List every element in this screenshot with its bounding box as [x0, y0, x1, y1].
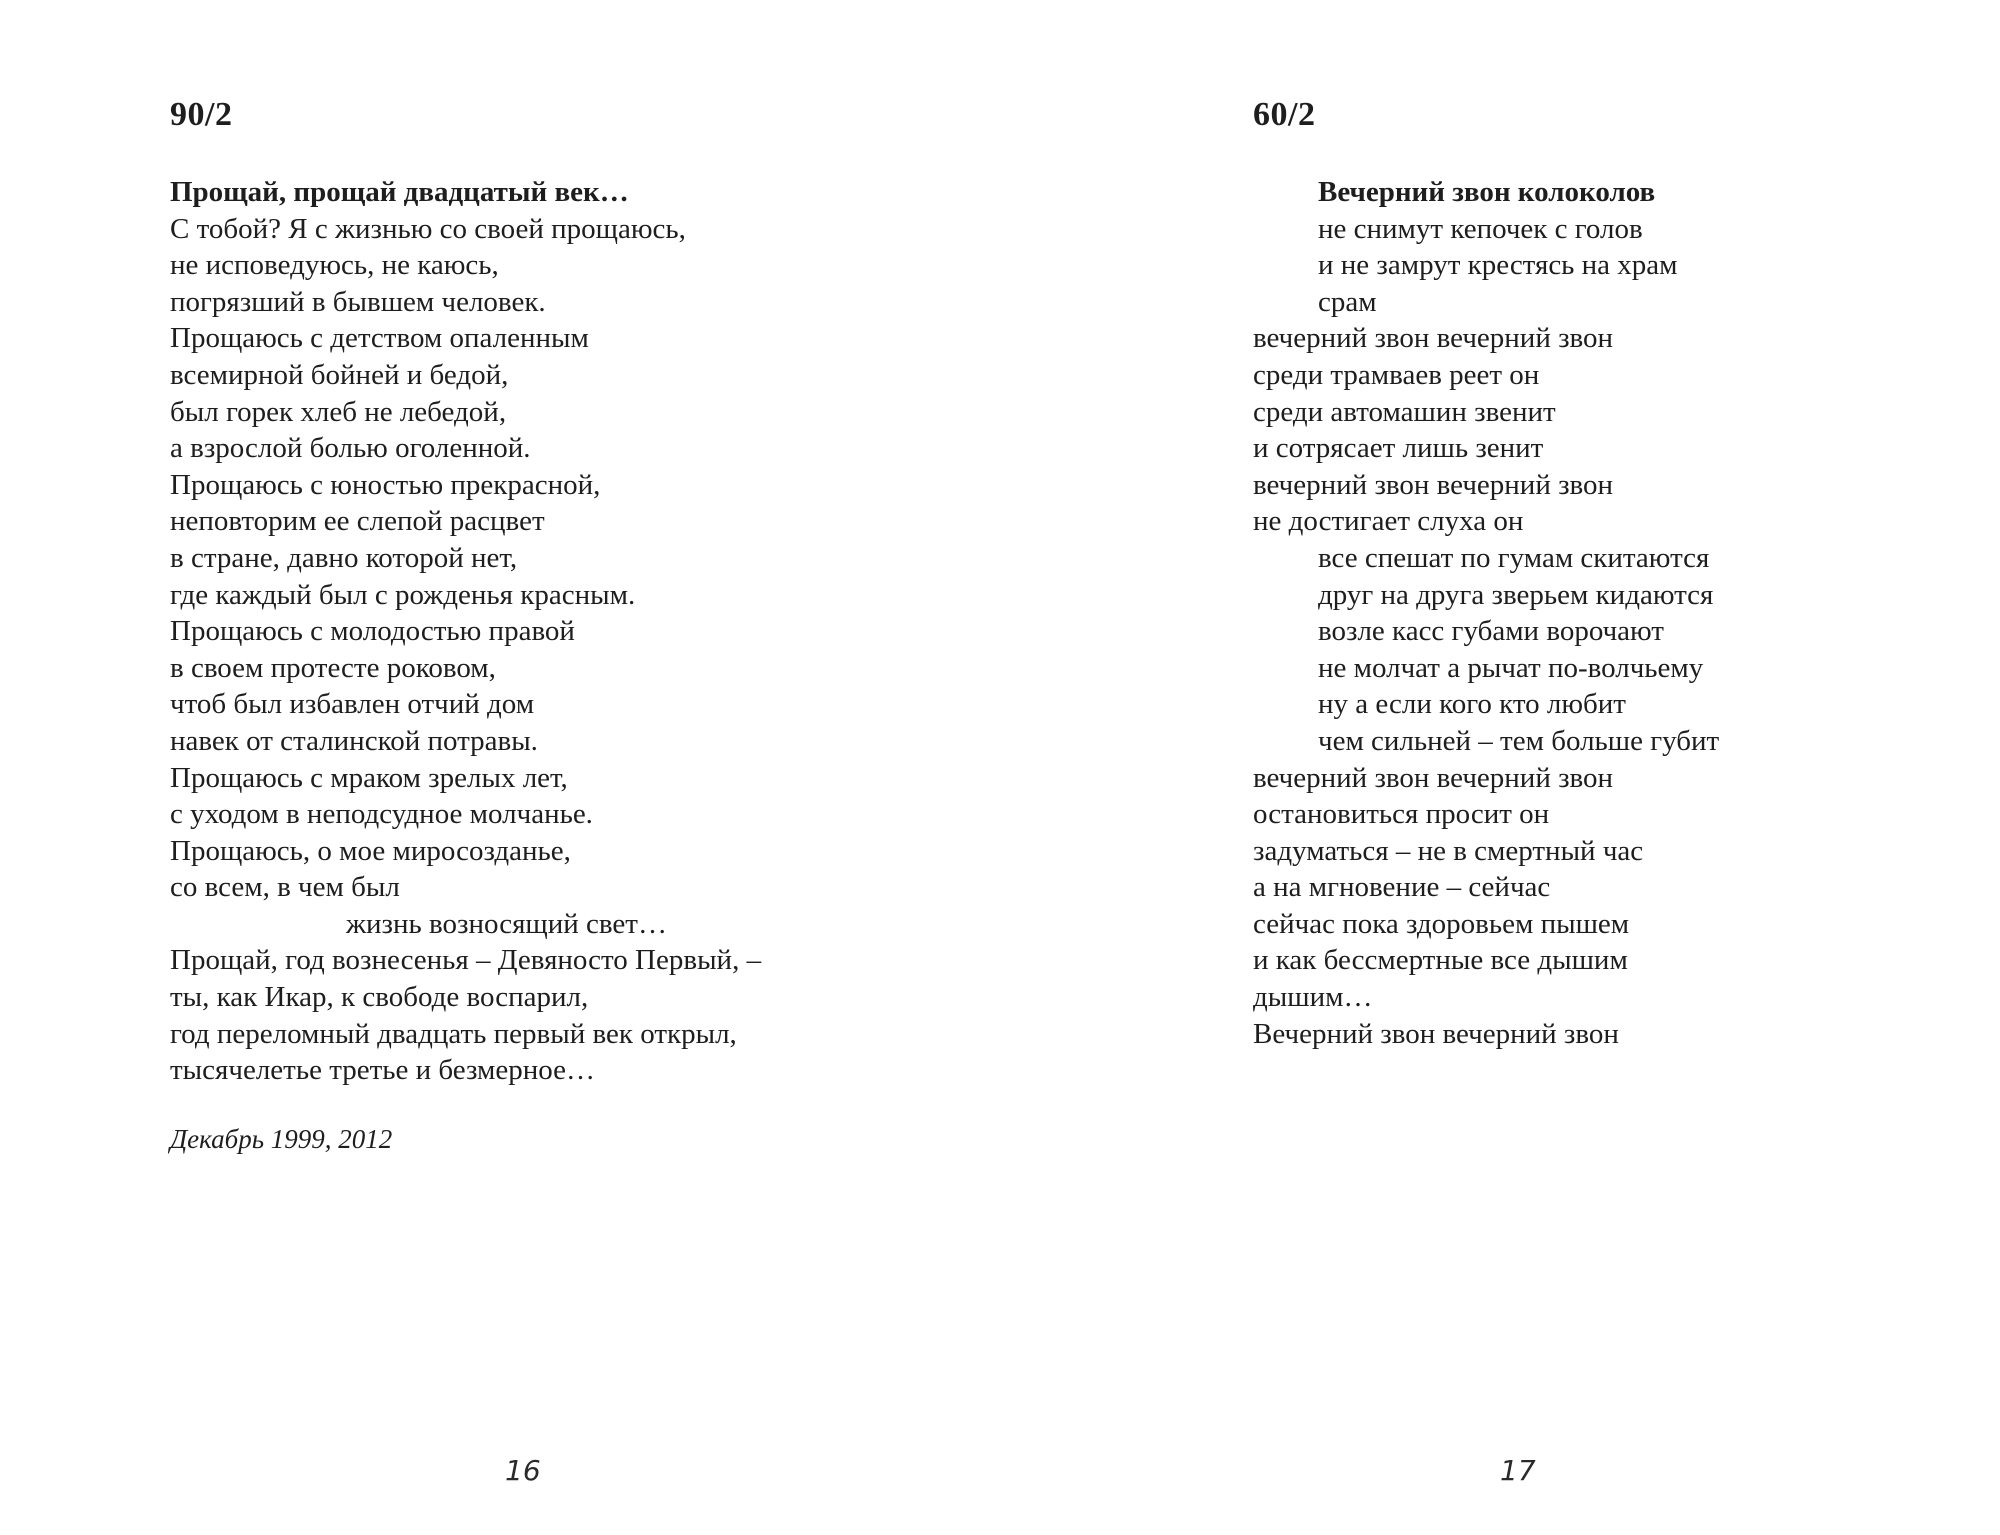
poem-line: навек от сталинской потравы.: [170, 724, 538, 757]
poem-line: возле касс губами ворочают: [1318, 615, 1664, 648]
poem-line: год переломный двадцать первый век открыл,: [170, 1017, 737, 1050]
poem-line: а взрослой болью оголенной.: [170, 432, 531, 465]
poem-line: не снимут кепочек с голов: [1318, 212, 1643, 245]
poem-number: 60/2: [1253, 96, 1316, 133]
poem-line: тысячелетье третье и безмерное…: [170, 1054, 595, 1087]
poem-line: Прощаюсь с детством опаленным: [170, 322, 589, 355]
poem-line: и сотрясает лишь зенит: [1253, 432, 1544, 465]
poem-line: Прощаюсь, о мое миросозданье,: [170, 834, 571, 867]
page-number: 16: [505, 1454, 541, 1487]
poem-line: и не замрут крестясь на храм: [1318, 249, 1678, 282]
poem-line: С тобой? Я с жизнью со своей прощаюсь,: [170, 212, 686, 245]
poem-line: жизнь возносящий свет…: [346, 907, 667, 940]
poem-title: Прощай, прощай двадцатый век…: [170, 176, 629, 208]
poem-title: Вечерний звон колоколов: [1318, 176, 1656, 208]
poem-line: в стране, давно которой нет,: [170, 541, 518, 574]
poem-text: [170, 174, 761, 1089]
poem-line: был горек хлеб не лебедой,: [170, 395, 507, 428]
poem-line: среди трамваев реет он: [1253, 358, 1540, 391]
poem-line: со всем, в чем был: [170, 871, 400, 904]
poem-line: все спешат по гумам скитаются: [1318, 541, 1710, 574]
poem-line: а на мгновение – сейчас: [1253, 871, 1551, 904]
poem-line: сейчас пока здоровьем пышем: [1253, 907, 1630, 940]
poem-line: вечерний звон вечерний звон: [1253, 322, 1614, 355]
poem-line: неповторим ее слепой расцвет: [170, 505, 545, 538]
poem-line: не достигает слуха он: [1253, 505, 1524, 538]
poem-line: ты, как Икар, к свободе воспарил,: [170, 981, 589, 1014]
poem-line: всемирной бойней и бедой,: [170, 358, 509, 391]
poem-line: задуматься – не в смертный час: [1253, 834, 1644, 867]
poem-line: среди автомашин звенит: [1253, 395, 1556, 428]
poem-line: Прощаюсь с молодостью правой: [170, 615, 575, 648]
poem-line: и как бессмертные все дышим: [1253, 944, 1628, 977]
poem-number: 90/2: [170, 96, 233, 133]
page-number: 17: [1500, 1454, 1536, 1487]
poem-line: вечерний звон вечерний звон: [1253, 468, 1614, 501]
right-page: [1000, 0, 2000, 1535]
poem-line: чем сильней – тем больше губит: [1318, 724, 1720, 757]
poem-line: друг на друга зверьем кидаются: [1318, 578, 1714, 611]
poem-line: погрязший в бывшем человек.: [170, 285, 546, 318]
poem-line: не молчат а рычат по-волчьему: [1318, 651, 1704, 684]
poem-line: с уходом в неподсудное молчанье.: [170, 798, 593, 831]
poem-line: чтоб был избавлен отчий дом: [170, 688, 535, 721]
poem-date: Декабрь 1999, 2012: [170, 1124, 393, 1154]
poem-line: Вечерний звон вечерний звон: [1253, 1017, 1619, 1050]
poem-line: где каждый был с рожденья красным.: [170, 578, 636, 611]
poem-line: срам: [1318, 285, 1377, 318]
poem-line: Прощай, год вознесенья – Девяносто Первый, –: [170, 944, 762, 977]
poem-line: остановиться просит он: [1253, 798, 1550, 831]
poem-line: Прощаюсь с юностью прекрасной,: [170, 468, 601, 501]
poem-text: [1253, 174, 1719, 1052]
poem-line: Прощаюсь с мраком зрелых лет,: [170, 761, 568, 794]
poem-line: ну а если кого кто любит: [1318, 688, 1626, 721]
poem-line: не исповедуюсь, не каюсь,: [170, 249, 499, 282]
poem-line: в своем протесте роковом,: [170, 651, 496, 684]
poem-line: вечерний звон вечерний звон: [1253, 761, 1614, 794]
poem-line: дышим…: [1253, 981, 1373, 1014]
